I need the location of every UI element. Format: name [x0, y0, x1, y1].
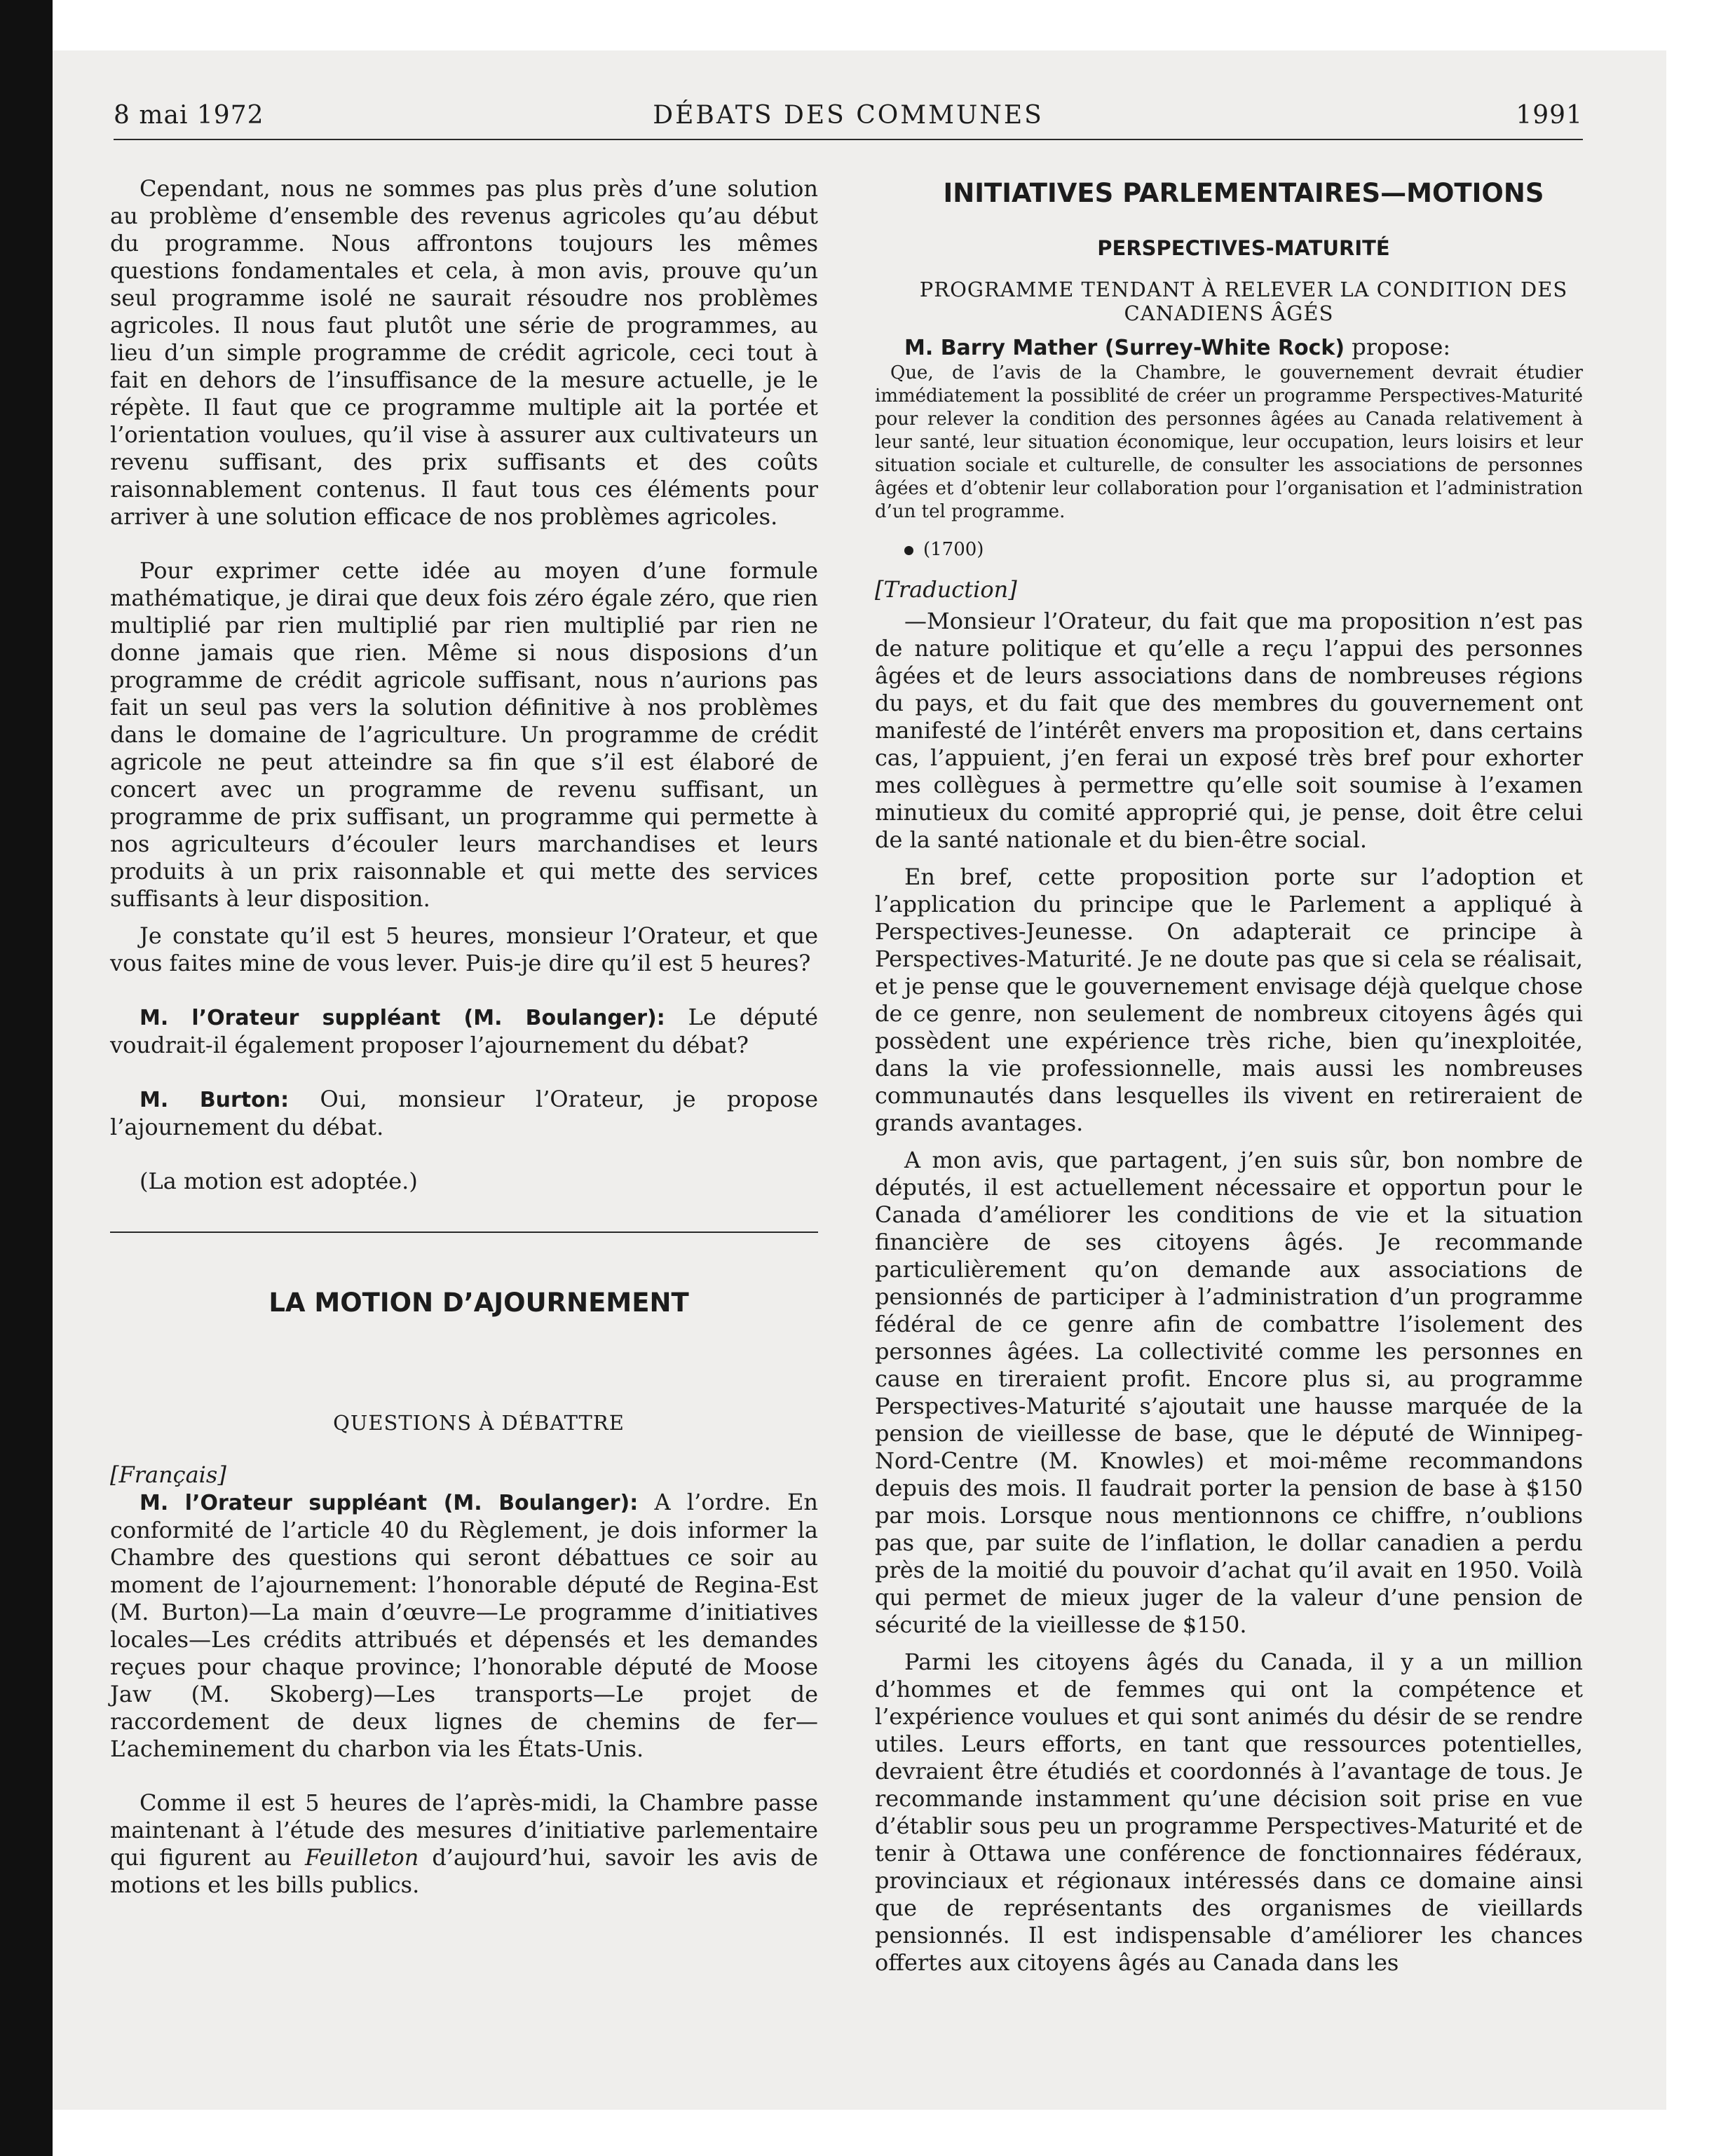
scan-border-top [53, 0, 1735, 50]
section-title: LA MOTION D’AJOURNEMENT [268, 1288, 689, 1318]
speech [110, 1004, 818, 1059]
paragraph: Pour exprimer cette idée au moyen d’une formule mathématique, je dirai que deux fois zéro égale zéro, que rien multiplié par rien multiplié par rien multiplié par rien ne donne jamais que rien. Même si nous disposions d’un programme de crédit agricole suffisant, nous n’aurions pas fait un seul pas vers la solution définitive à nos problèmes dans le domaine de l’agriculture. Un programme de crédit agricole ne peut atteindre sa fin que s’il est élaboré de concert avec un programme de revenu suffisant, un programme de prix suffisant, un programme qui permette à nos agriculteurs d’écouler leurs marchandises et leurs produits à un prix raisonnable et qui mette des services suffisants à leur disposition. [110, 557, 818, 912]
program-title: PROGRAMME TENDANT À RELEVER LA CONDITION DES CANADIENS ÂGÉS [919, 278, 1568, 325]
speaker-name: M. l’Orateur suppléant (M. Boulanger): [140, 1491, 639, 1515]
paragraph: Parmi les citoyens âgés du Canada, il y a un million d’hommes et de femmes qui ont la compétence et l’expérience voulues et qui sont animés du désir de se rendre utiles. Leurs efforts, en tant que ressources potentielles, devraient être étudiés et coordonnés à l’avantage de tous. Je recommande instamment qu’une décision soit prise en vue d’établir sous peu un programme Perspectives-Maturité et de tenir à Ottawa une conférence de fonctionnaires fédéraux, provinciaux et régionaux intéressés dans ce domaine ainsi que de représentants des organismes de vieillards pensionnés. Il est indispensable d’améliorer les chances offertes aux citoyens âgés au Canada dans les [875, 1649, 1583, 1976]
page-header [114, 97, 1583, 140]
speech-text: Le député voudrait-il également proposer l’ajournement du débat? [110, 1004, 819, 1058]
speaker-name: M. l’Orateur suppléant (M. Boulanger): [140, 1006, 665, 1030]
paragraph-text: d’aujourd’hui, savoir les avis de motions et les bills publics. [110, 1844, 819, 1898]
speech [110, 1086, 818, 1141]
paragraph: A mon avis, que partagent, j’en suis sûr, bon nombre de députés, il est actuellement nécessaire et opportun pour le Canada d’améliorer les conditions de vie et la situation financière de ses citoyens âgés. Je recommande particulièrement qu’on demande aux associations de pensionnés de participer à l’administration d’un programme fédéral de ce genre afin de combattre l’isolement des personnes âgées. La collectivité comme les personnes en cause en tireraient profit. Encore plus si, au programme Perspectives-Maturité s’ajoutait une hausse marquée de la pension de vieillesse de base, que le député de Winnipeg-Nord-Centre (M. Knowles) et moi-même recommandons depuis des mois. Il faudrait porter la pension de base à $150 par mois. Lorsque nous mentionnons ce chiffre, n’oublions pas que, par suite de l’inflation, le dollar canadien a perdu près de la moitié du pouvoir d’achat qu’il avait en 1950. Voilà qui permet de mieux juger de la valeur d’une pension de sécurité de la vieillesse de $150. [875, 1147, 1583, 1638]
speaker-name: M. Burton: [140, 1088, 290, 1112]
header-page-number: 1991 [1516, 101, 1583, 130]
timestamp [875, 536, 1583, 564]
subsection-title: PERSPECTIVES-MATURITÉ [1097, 236, 1390, 260]
mover-suffix: propose: [1345, 334, 1451, 360]
scan-border-left [0, 0, 53, 2156]
paragraph: En bref, cette proposition porte sur l’adoption et l’application du principe que le Parlement a appliqué à Perspectives-Jeunesse. On adapterait ce principe à Perspectives-Maturité. Je ne doute pas que si cela se réalisait, et je pense que le gouvernement envisage déjà quelque chose de ce genre, non seulement de nombreux citoyens âgés qui possèdent une expérience très riche, bien qu’inexploitée, dans la vie professionnelle, mais aussi les nombreuses communautés dans lesquelles ils vivent en retireraient de grands avantages. [875, 864, 1584, 1136]
left-column [110, 175, 818, 1899]
speech [110, 1489, 818, 1763]
language-tag: [Français] [110, 1461, 226, 1488]
timestamp-text: (1700) [923, 539, 984, 560]
bullet-icon [904, 546, 913, 555]
header-date: 8 mai 1972 [114, 101, 264, 130]
speech-text: A l’ordre. En conformité de l’article 40 du Règlement, je dois informer la Chambre des questions qui seront débattues ce soir au moment de l’ajournement: l’honorable député de Regina-Est (M. Burton)—La main d’œuvre—Le programme d’initiatives locales—Les crédits attribués et dépensés et les demandes reçues pour chaque province; l’honorable député de Moose Jaw (M. Skoberg)—Les transports—Le projet de raccordement de deux lignes de chemins de fer—L’acheminement du charbon via les États-Unis. [110, 1489, 819, 1762]
section-title: INITIATIVES PARLEMENTAIRES—MOTIONS [943, 178, 1544, 208]
paragraph: Je constate qu’il est 5 heures, monsieur l’Orateur, et que vous faites mine de vous lever. Puis-je dire qu’il est 5 heures? [110, 922, 818, 976]
scan-border-bottom [53, 2110, 1735, 2156]
right-column [875, 175, 1583, 1977]
mover-name: M. Barry Mather (Surrey-White Rock) [904, 336, 1345, 360]
motion-text-block [875, 362, 1583, 524]
speech-text: Oui, monsieur l’Orateur, je propose l’ajournement du débat. [110, 1086, 818, 1140]
paragraph-text: Comme il est 5 heures de l’après-midi, la Chambre passe maintenant à l’étude des mesures d’initiative parlementaire qui figurent au [110, 1789, 818, 1871]
paragraph: Cependant, nous ne sommes pas plus près d’une solution au problème d’ensemble des revenus agricoles qu’au début du programme. Nous affrontons toujours les mêmes questions fondamentales et cela, à mon avis, prouve qu’un seul programme isolé ne saurait résoudre nos problèmes agricoles. Il nous faut plutôt une série de programmes, au lieu d’un simple programme de crédit agricole, ceci tout à fait en dehors de l’insuffisance de la mesure actuelle, je le répète. Il faut que ce programme multiple ait la portée et l’orientation voulues, qu’il vise à assurer aux cultivateurs un revenu suffisant, des prix suffisants et des coûts raisonnablement contenus. Il faut tous ces éléments pour arriver à une solution efficace de nos problèmes agricoles. [110, 175, 818, 530]
header-title: DÉBATS DES COMMUNES [653, 101, 1044, 130]
section-divider [110, 1231, 818, 1233]
translation-tag: [Traduction] [875, 576, 1017, 603]
motion-adopted: (La motion est adoptée.) [140, 1168, 418, 1194]
motion-mover [875, 334, 1583, 362]
subsection-title: QUESTIONS À DÉBATTRE [333, 1411, 625, 1435]
paragraph-text-italic: Feuilleton [305, 1844, 419, 1871]
paragraph [110, 1789, 818, 1899]
motion-text: Que, de l’avis de la Chambre, le gouvernement devrait étudier immédiatement la possiblité de créer un programme Perspectives-Maturité pour relever la condition des personnes âgées au Canada relativement à leur santé, leur situation économique, leur occupation, leurs loisirs et leur situation sociale et culturelle, de consulter les associations de personnes âgées et d’obtenir leur collaboration pour l’organisation et l’administration d’un tel programme. [875, 362, 1583, 522]
paragraph: —Monsieur l’Orateur, du fait que ma proposition n’est pas de nature politique et qu’elle a reçu l’appui des personnes âgées et de leurs associations dans de nombreuses régions du pays, et du fait que des membres du gouvernement ont manifesté de l’intérêt envers ma proposition et, dans certains cas, l’appuient, j’en ferai un exposé très bref pour exhorter mes collègues à permettre qu’elle soit soumise à l’examen minutieux du comité approprié qui, je pense, doit être celui de la santé nationale et du bien-être social. [875, 608, 1583, 853]
